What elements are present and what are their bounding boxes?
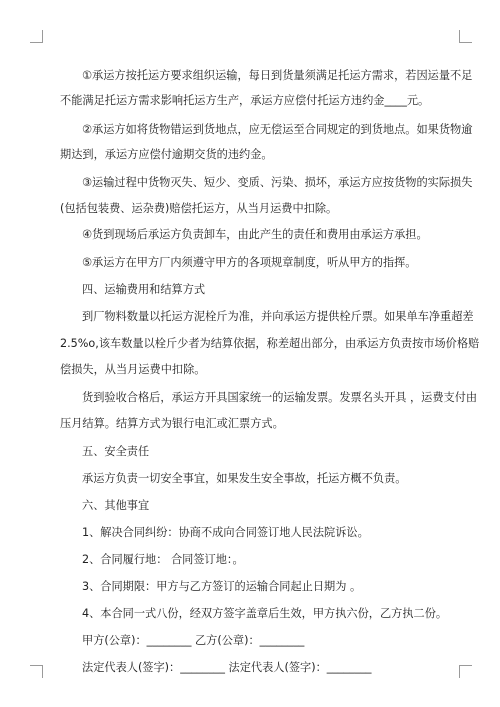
clause-3-line-2: (包括包装费、运杂费)赔偿托运方，从当月运费中扣除。 [60, 202, 338, 215]
crop-mark-top-left [30, 30, 43, 43]
clause-2-line-1: ②承运方如将货物错运到货地点，应无偿运至合同规定的到货地点。如果货物逾 [82, 123, 473, 136]
clause-3-line-1: ③运输过程中货物灭失、短少、变质、污染、损坏，承运方应按货物的实际损失 [82, 176, 473, 189]
other-item-4: 4、本合同一式八份，经双方签字盖章后生效，甲方执六份，乙方执二份。 [82, 607, 448, 620]
clause-2-line-2: 期达到，承运方应偿付逾期交货的违约金。 [60, 148, 273, 161]
fees-paragraph-2-line-1: 货到验收合格后，承运方开具国家统一的运输发票。发票名头开具 ，运费支付由 [82, 391, 478, 404]
fees-paragraph-1-line-1: 到厂物料数量以托运方泥栓斤为准，并向承运方提供栓斤票。如果单车净重超差 [82, 310, 474, 323]
fees-paragraph-2-line-2: 压月结算。结算方式为银行电汇或汇票方式。 [60, 417, 284, 430]
signature-seal-line: 甲方(公章)：________ 乙方(公章)：________ [82, 634, 305, 647]
section-heading-other: 六、其他事宜 [82, 499, 150, 512]
crop-mark-bottom-left [30, 665, 43, 678]
clause-5-line: ⑤承运方在甲方厂内须遵守甲方的各项规章制度，听从甲方的指挥。 [82, 256, 417, 269]
other-item-2: 2、合同履行地： 合同签订地：。 [82, 553, 244, 566]
section-heading-fees: 四、运输费用和结算方式 [82, 283, 206, 296]
signature-representative-line: 法定代表人(签字)：________ 法定代表人(签字)：________ [82, 661, 372, 674]
clause-1-line-2: 不能满足托运方需求影响托运方生产，承运方应偿付托运方违约金____元。 [60, 94, 430, 107]
section-heading-safety: 五、安全责任 [82, 445, 150, 458]
crop-mark-top-right [459, 30, 472, 43]
other-item-3: 3、合同期限：甲方与乙方签订的运输合同起止日期为 。 [82, 580, 362, 593]
crop-mark-bottom-right [459, 665, 472, 678]
clause-4-line: ④货到现场后承运方负责卸车，由此产生的责任和费用由承运方承担。 [82, 228, 428, 241]
fees-paragraph-1-line-3: 偿损失，从当月运费中扣除。 [60, 363, 206, 376]
clause-1-line-1: ①承运方按托运方要求组织运输，每日到货量须满足托运方需求，若因运量不足 [82, 69, 473, 82]
other-item-1: 1、解决合同纠纷：协商不成向合同签订地人民法院诉讼。 [82, 526, 369, 539]
safety-paragraph: 承运方负责一切安全事宜，如果发生安全事故，托运方概不负责。 [82, 472, 407, 485]
fees-paragraph-1-line-2: 2.5%o,该车数量以栓斤少者为结算依据，称差超出部分，由承运方负责按市场价格赔 [60, 337, 480, 350]
